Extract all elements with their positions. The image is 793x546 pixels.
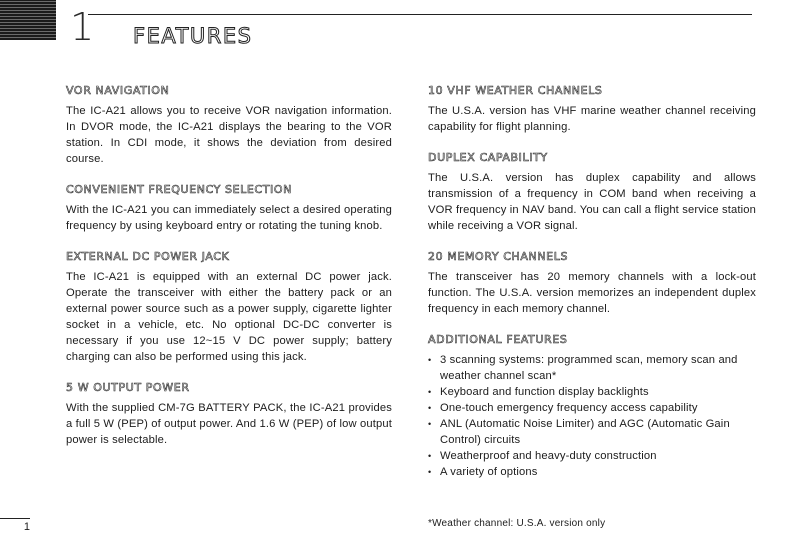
chapter-title: FEATURES [133,24,253,48]
chapter-number: 1 [70,5,95,49]
page-number: 1 [0,518,30,533]
list-item-text: 3 scanning systems: programmed scan, memory scan and weather channel scan* [440,354,738,382]
section-duplex-capability [428,151,756,234]
section-additional-features [428,333,756,480]
bullet-icon: • [428,355,432,365]
left-column [66,84,392,448]
bullet-icon: • [428,403,432,413]
section-body: The U.S.A. version has duplex capability and allows transmission of a frequency in COM band when receiving a VOR frequency in NAV band. You can call a flight service station while receiving a VOR signal. [428,172,756,232]
section-heading: CONVENIENT FREQUENCY SELECTION [66,183,292,196]
list-item [428,352,756,384]
section-frequency-selection [66,183,392,234]
section-body: The IC-A21 is equipped with an external DC power jack. Operate the transceiver with either the battery pack or an external power source such as a power supply, cigarette lighter socket in a vehicle, etc. No optional DC-DC converter is necessary if you use 12~15 V DC power supply; battery charging can also be performed using this jack. [66,271,392,363]
list-item-text: One-touch emergency frequency access capability [440,402,698,414]
section-heading: DUPLEX CAPABILITY [428,151,548,164]
list-item [428,400,756,416]
section-heading: EXTERNAL DC POWER JACK [66,250,230,263]
section-memory-channels [428,250,756,317]
bullet-icon: • [428,451,432,461]
list-item-text: ANL (Automatic Noise Limiter) and AGC (Automatic Gain Control) circuits [440,418,730,446]
list-item [428,416,756,448]
section-body: The transceiver has 20 memory channels with a lock-out function. The U.S.A. version memorizes an independent duplex frequency in each memory channel. [428,271,756,315]
bullet-icon: • [428,387,432,397]
section-output-power [66,381,392,448]
section-body: The IC-A21 allows you to receive VOR navigation information. In DVOR mode, the IC-A21 displays the bearing to the VOR station. In CDI mode, it shows the deviation from desired course. [66,105,392,165]
section-weather-channels [428,84,756,135]
section-heading: ADDITIONAL FEATURES [428,333,568,346]
section-body: With the supplied CM-7G BATTERY PACK, the IC-A21 provides a full 5 W (PEP) of output power. And 1.6 W (PEP) of low output power is selectable. [66,402,392,446]
section-vor-navigation [66,84,392,167]
section-body: The U.S.A. version has VHF marine weather channel receiving capability for flight planning. [428,105,756,133]
footnote: *Weather channel: U.S.A. version only [428,518,606,529]
section-heading: VOR NAVIGATION [66,84,170,97]
list-item [428,448,756,464]
bullet-icon: • [428,419,432,429]
bullet-icon: • [428,467,432,477]
feature-list [428,352,756,480]
list-item-text: A variety of options [440,466,538,478]
right-column [428,84,756,480]
list-item-text: Weatherproof and heavy-duty construction [440,450,657,462]
list-item-text: Keyboard and function display backlights [440,386,649,398]
corner-tab-decoration [0,0,56,40]
header-rule [88,14,752,15]
section-heading: 10 VHF WEATHER CHANNELS [428,84,603,97]
list-item [428,464,756,480]
list-item [428,384,756,400]
section-body: With the IC-A21 you can immediately select a desired operating frequency by using keyboard entry or rotating the tuning knob. [66,204,392,232]
section-heading: 20 MEMORY CHANNELS [428,250,569,263]
section-heading: 5 W OUTPUT POWER [66,381,190,394]
section-dc-power-jack [66,250,392,365]
